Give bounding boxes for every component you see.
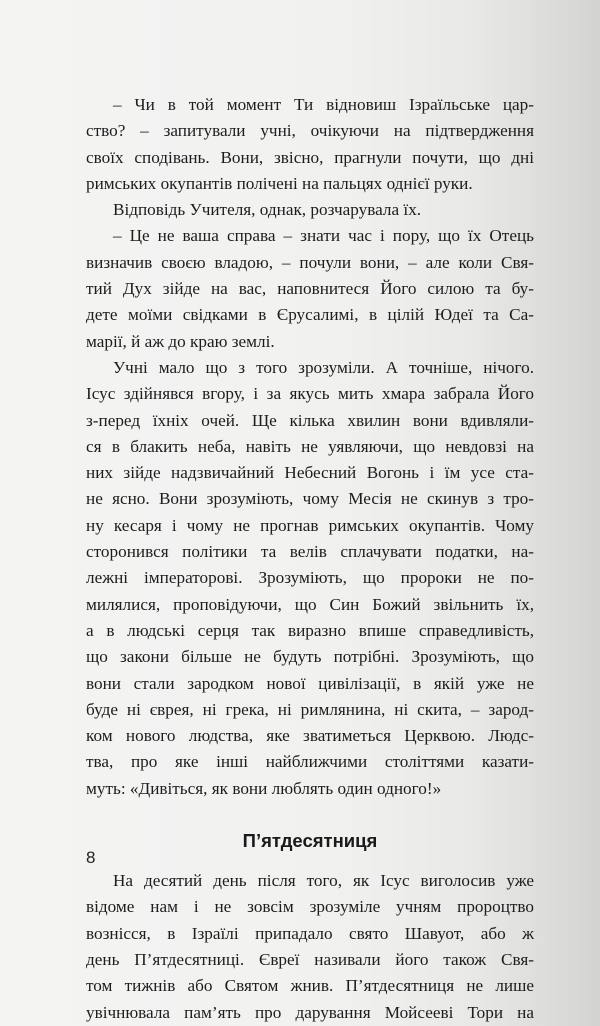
text-line: тий Дух зійде на вас, наповнитеся Його силою та бу- [86, 279, 534, 299]
paragraph [86, 355, 534, 802]
text-line: римських окупантів полічені на пальцях однієї руки. [86, 173, 473, 193]
text-block-top [86, 92, 534, 802]
text-line: том тижнів або Святом жнив. П’ятдесятниця не лише [86, 976, 534, 996]
text-line: відоме нам і не зовсім зрозуміле учням пророцтво [86, 897, 534, 917]
text-line: них зійде надзвичайний Небесний Вогонь і їм усе ста- [86, 463, 534, 483]
text-line: лежні імператорові. Зрозуміють, що пророки не по- [86, 568, 534, 588]
page-number: 8 [86, 848, 96, 867]
text-line: увічнювала пам’ять про дарування Мойсееві Тори на [86, 1002, 534, 1022]
text-line: марії, й аж до краю землі. [86, 331, 275, 351]
text-line: вознісся, в Ізраїлі припадало свято Шавуот, або ж [86, 923, 534, 943]
paragraph [86, 92, 534, 197]
text-line: Ісус здійнявся вгору, і за якусь мить хмара забрала Його [86, 384, 534, 404]
text-line: вони стали зародком нової цивілізації, в якій уже не [86, 673, 534, 693]
paragraph [86, 868, 534, 1026]
text-line: – Це не ваша справа – знати час і пору, що їх Отець [113, 226, 534, 246]
text-line: сторонився політики та велів сплачувати податки, на- [86, 542, 534, 562]
text-line: тва, про яке інші найближчими століттями казати- [86, 752, 534, 772]
text-block-bottom [86, 868, 534, 1026]
text-line: з-перед їхніх очей. Ще кілька хвилин вони вдивляли- [86, 410, 534, 430]
paragraph [86, 223, 534, 354]
text-line: визначив своєю владою, – почули вони, – але коли Свя- [86, 252, 534, 272]
text-line: Учні мало що з того зрозуміли. А точніше, нічого. [113, 357, 534, 377]
section-heading: П’ятдесятниця [242, 830, 378, 852]
text-line: а в людські серця так виразно впише справедливість, [86, 620, 534, 640]
text-line: ком нового людства, яке зватиметься Церквою. Людс- [86, 726, 534, 746]
text-line: – Чи в той момент Ти відновиш Ізраїльське цар- [113, 95, 534, 114]
text-line: муть: «Дивіться, як вони люблять один одного!» [86, 778, 442, 798]
page-text [86, 92, 534, 1026]
text-line: Відповідь Учителя, однак, розчарувала їх. [113, 200, 422, 220]
text-line: ся в блакить неба, навіть не уявляючи, що невдовзі на [86, 436, 534, 456]
text-line: своїх сподівань. Вони, звісно, прагнули почути, що дні [86, 147, 534, 167]
text-line: буде ні єврея, ні грека, ні римлянина, ні скита, – зарод- [86, 699, 534, 719]
text-line: ство? – запитували учні, очікуючи на підтвердження [86, 121, 534, 141]
paragraph [86, 197, 534, 223]
text-line: що закони більше не будуть потрібні. Зрозуміють, що [86, 647, 534, 667]
text-line: ну кесаря і чому не прогнав римських окупантів. Чому [86, 515, 534, 535]
text-line: На десятий день після того, як Ісус виголосив уже [113, 871, 534, 891]
text-line: день П’ятдесятниці. Євреї називали його також Свя- [86, 949, 534, 969]
text-line: дете моїми свідками в Єрусалимі, в цілій Юдеї та Са- [86, 305, 534, 325]
text-line: не ясно. Вони зрозуміють, чому Месія не скинув з тро- [86, 489, 534, 509]
text-line: милялися, проповідуючи, що Син Божий звільнить їх, [86, 594, 534, 614]
